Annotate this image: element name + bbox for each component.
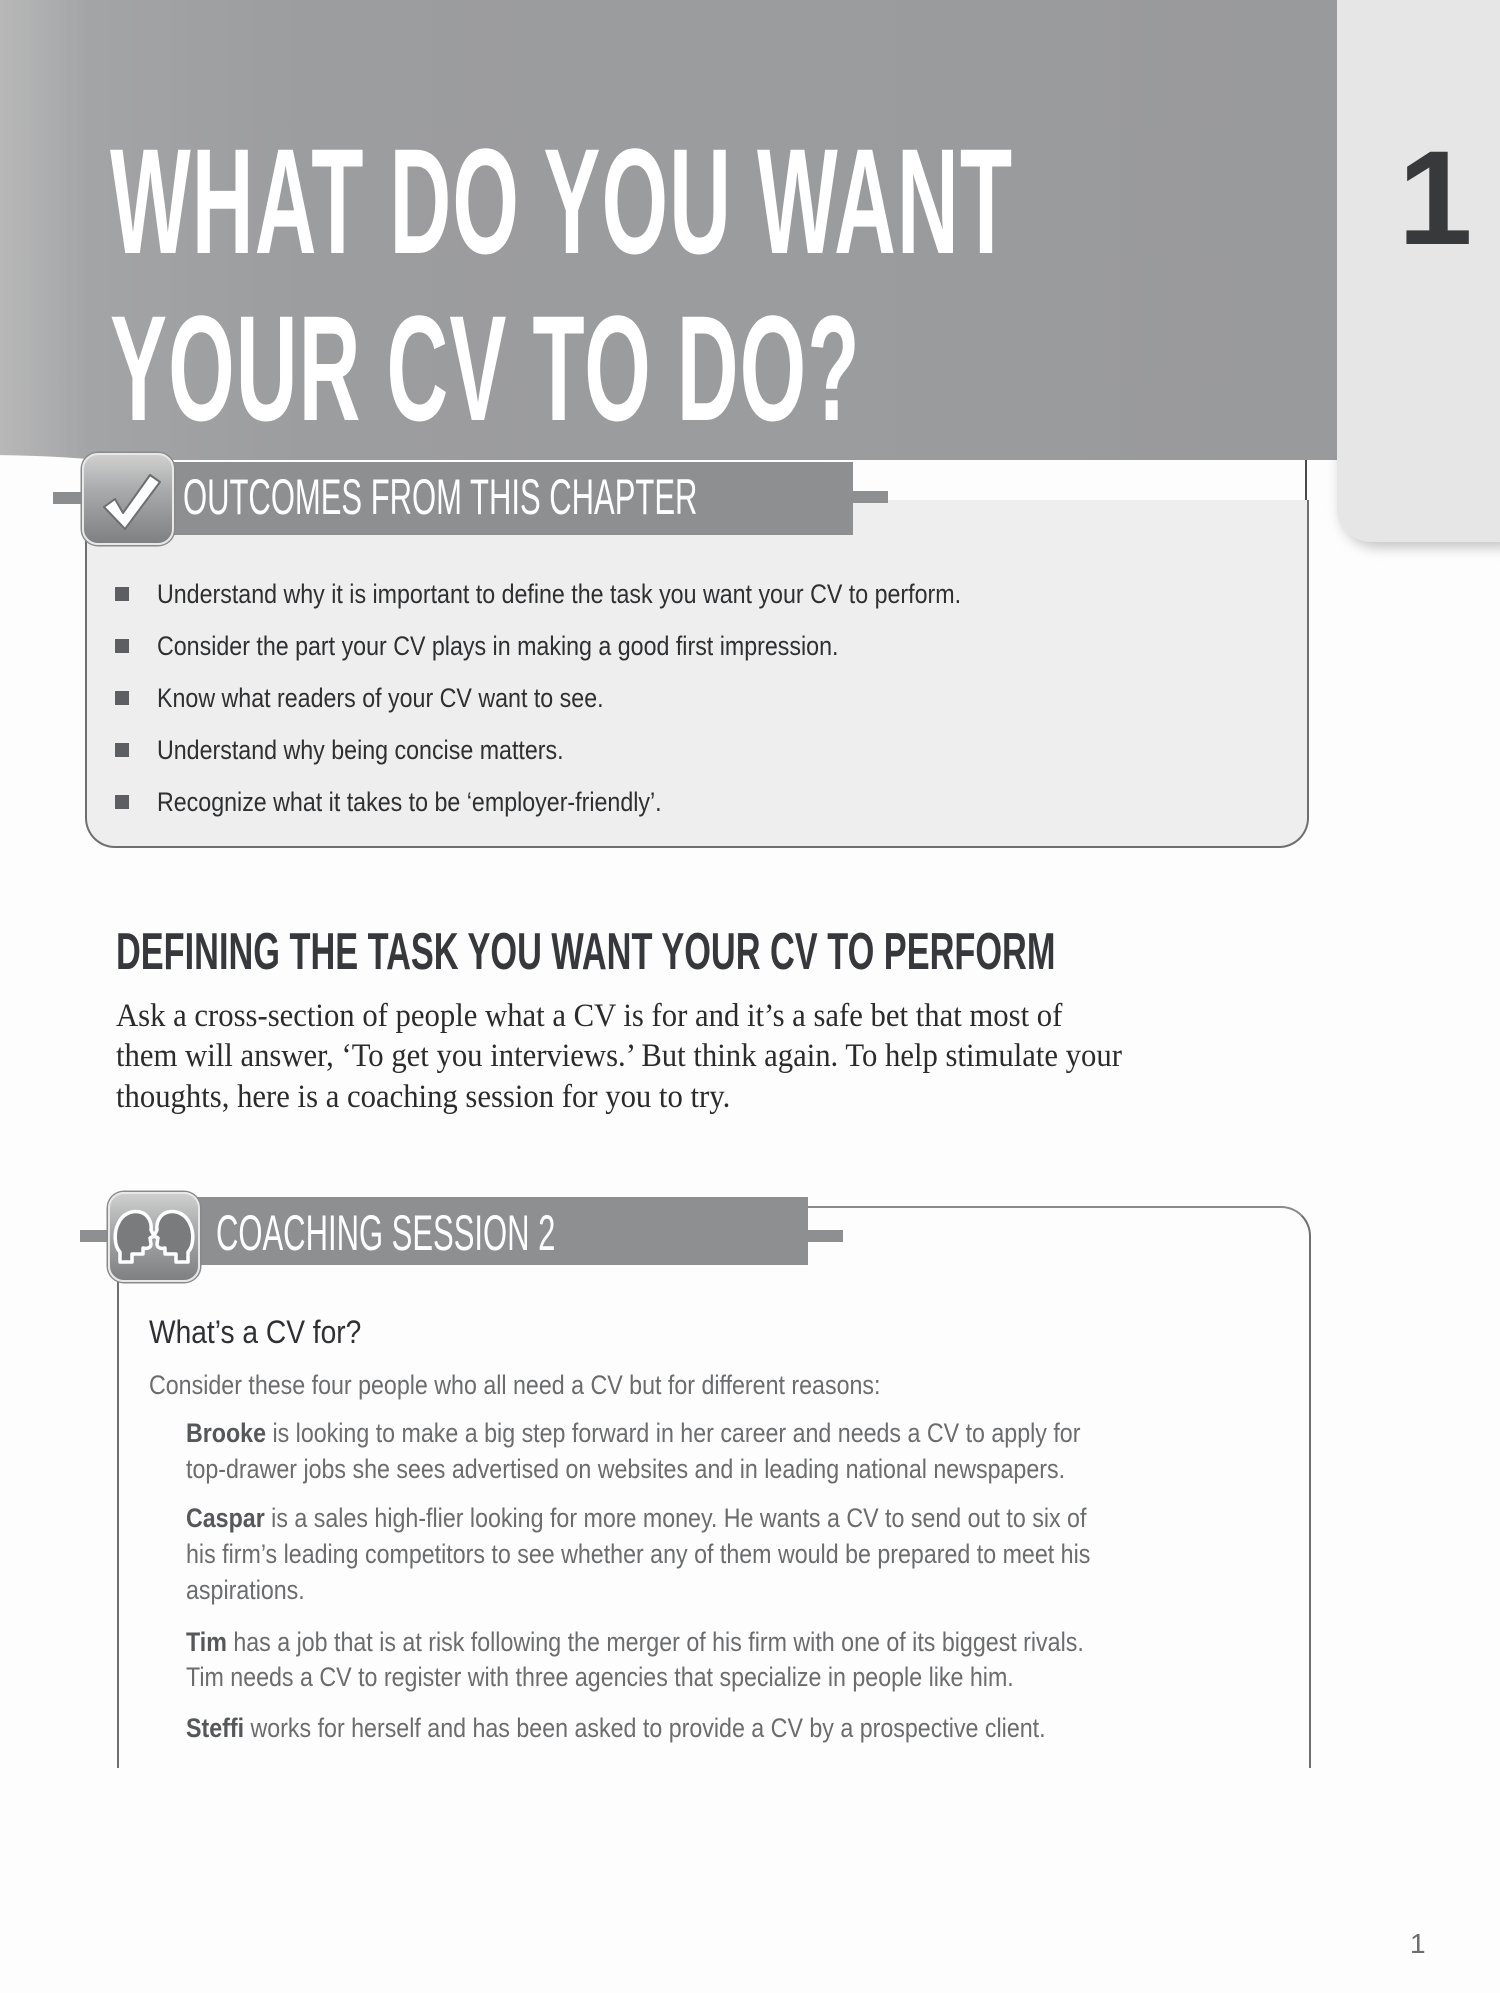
coaching-header-stub-left [80,1230,110,1242]
outcome-text: Consider the part your CV plays in making a good first impression. [157,630,839,661]
coaching-subtitle: What’s a CV for? [149,1314,362,1350]
paragraph-line: thoughts, here is a coaching session for you to try. [116,1079,731,1115]
bullet-square-icon [115,795,129,809]
person-text: is looking to make a big step forward in her career and needs a CV to apply for [266,1418,1081,1448]
outcomes-header-stub-right [853,491,888,503]
section-heading: DEFINING THE TASK YOU WANT YOUR CV TO PERFORM [116,923,1056,981]
outcome-item [115,626,949,666]
person-name: Tim [186,1627,227,1657]
outcome-item [115,730,630,770]
checkmark-icon [82,453,174,545]
two-heads-icon [108,1192,200,1282]
person-name: Steffi [186,1713,245,1743]
person-text-line: Tim needs a CV to register with three agencies that specialize in people like him. [186,1662,1014,1692]
person-caspar [186,1505,1086,1532]
page-number: 1 [1410,1928,1426,1959]
coaching-header-stub-right [808,1230,843,1242]
coaching-intro: Consider these four people who all need a CV but for different reasons: [149,1370,881,1400]
bullet-square-icon [115,587,129,601]
chapter-number: 1 [1398,124,1473,273]
outcome-text: Recognize what it takes to be ‘employer-friendly’. [157,786,662,817]
outcome-item [115,574,1092,614]
outcome-text: Know what readers of your CV want to see. [157,682,604,713]
outcome-text: Understand why being concise matters. [157,734,564,765]
person-text: has a job that is at risk following the merger of his firm with one of its biggest rivals. [226,1627,1084,1657]
bullet-square-icon [115,639,129,653]
paragraph-line: them will answer, ‘To get you interviews.’ But think again. To help stimulate your [116,1038,1122,1074]
person-tim [186,1629,1084,1656]
person-text: is a sales high-flier looking for more money. He wants a CV to send out to six of [264,1503,1087,1533]
person-text-line: his firm’s leading competitors to see whether any of them would be prepared to meet his [186,1539,1091,1569]
outcome-text: Understand why it is important to define the task you want your CV to perform. [157,578,962,609]
person-steffi [186,1715,1046,1742]
chapter-title-line-2: YOUR CV TO DO? [110,284,861,452]
bullet-square-icon [115,691,129,705]
paragraph-line: Ask a cross-section of people what a CV is for and it’s a safe bet that most of [116,998,1063,1034]
outcome-item [115,782,744,822]
bullet-square-icon [115,743,129,757]
person-name: Caspar [186,1503,265,1533]
person-text: works for herself and has been asked to provide a CV by a prospective client. [244,1713,1046,1743]
outcomes-title: OUTCOMES FROM THIS CHAPTER [183,469,698,525]
chapter-title-line-1: WHAT DO YOU WANT [110,117,1014,285]
person-text-line: top-drawer jobs she sees advertised on websites and in leading national newspapers. [186,1454,1066,1484]
person-brooke [186,1420,1080,1447]
outcome-item [115,678,676,718]
person-text-line: aspirations. [186,1575,305,1605]
coaching-title: COACHING SESSION 2 [216,1205,556,1261]
person-name: Brooke [186,1418,267,1448]
